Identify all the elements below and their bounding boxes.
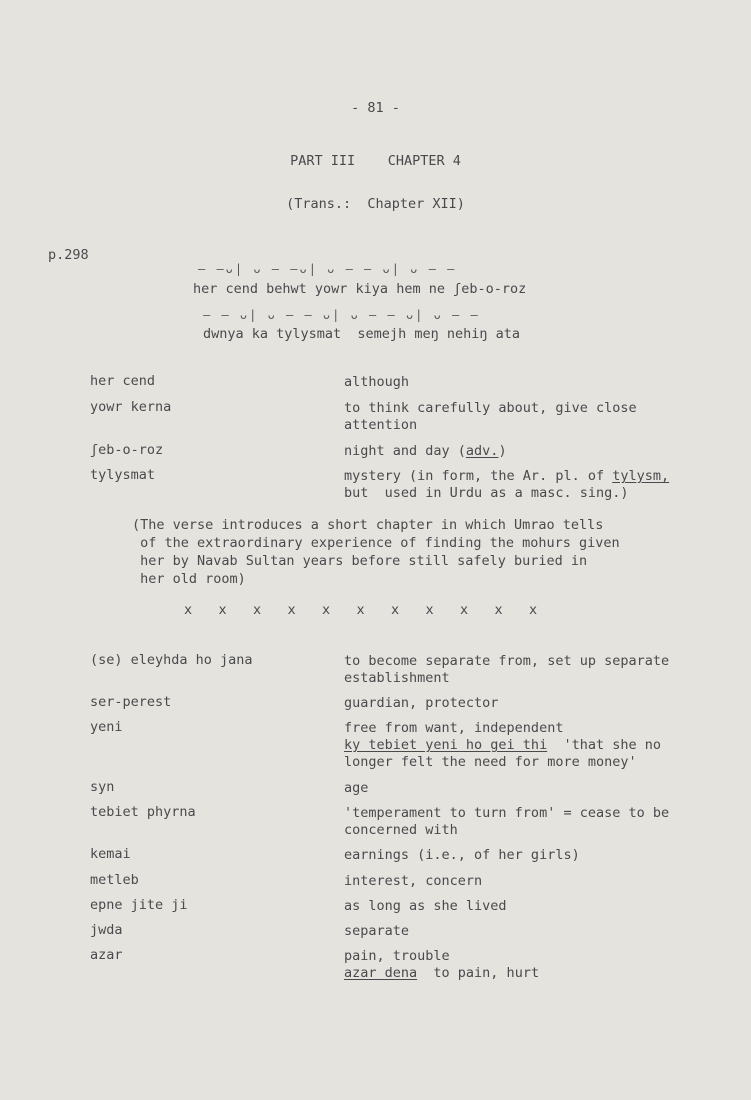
glossary-term: (se) eleyhda ho jana bbox=[90, 652, 253, 668]
verse-line1-scansion: — —ᴗ| ᴗ — —ᴗ| ᴗ — — ᴗ| ᴗ — — bbox=[198, 262, 457, 276]
glossary-term: metleb bbox=[90, 872, 139, 888]
glossary-definition: interest, concern bbox=[344, 873, 483, 889]
glossary-definition: guardian, protector bbox=[344, 695, 499, 711]
glossary-definition: separate bbox=[344, 923, 410, 939]
glossary-term: ser-perest bbox=[90, 694, 172, 710]
page-reference: p.298 bbox=[48, 247, 89, 263]
glossary-definition: earnings (i.e., of her girls) bbox=[344, 847, 580, 863]
glossary-term: syn bbox=[90, 779, 115, 795]
page-number: - 81 - bbox=[351, 100, 400, 116]
verse-line1: her cend behwt yowr kiya hem ne ʃeb-o-roz bbox=[193, 281, 527, 297]
glossary-definition: to become separate from, set up separate establishment bbox=[344, 653, 670, 686]
glossary-term: yowr kerna bbox=[90, 399, 172, 415]
section-separator: x x x x x x x x x x x bbox=[184, 602, 538, 618]
glossary-term: yeni bbox=[90, 719, 123, 735]
glossary-term: tebiet phyrna bbox=[90, 804, 196, 820]
chapter-heading: PART III CHAPTER 4 bbox=[290, 153, 461, 169]
glossary-definition: to think carefully about, give close attention bbox=[344, 400, 637, 433]
glossary-definition: although bbox=[344, 374, 410, 390]
glossary-definition: night and day (adv.) bbox=[344, 443, 507, 459]
glossary-definition: free from want, independent ky tebiet yeni ho gei thi 'that she no longer felt the need for more money' bbox=[344, 720, 661, 770]
glossary-definition: 'temperament to turn from' = cease to be concerned with bbox=[344, 805, 670, 838]
glossary-term: jwda bbox=[90, 922, 123, 938]
glossary-definition: age bbox=[344, 780, 369, 796]
verse-line2: dwnya ka tylysmat semejh meŋ nehiŋ ata bbox=[203, 326, 520, 342]
explanatory-note: (The verse introduces a short chapter in which Umrao tells of the extraordinary experience of finding the mohurs given her by Navab Sultan years before still safely buried in her old room) bbox=[132, 517, 620, 587]
glossary-definition: pain, trouble azar dena to pain, hurt bbox=[344, 948, 540, 981]
glossary-term: ʃeb-o-roz bbox=[90, 442, 164, 458]
glossary-definition: mystery (in form, the Ar. pl. of tylysm, but used in Urdu as a masc. sing.) bbox=[344, 468, 670, 501]
glossary-term: epne jite ji bbox=[90, 897, 188, 913]
glossary-term: kemai bbox=[90, 846, 131, 862]
verse-line2-scansion: — — ᴗ| ᴗ — — ᴗ| ᴗ — — ᴗ| ᴗ — — bbox=[203, 308, 480, 322]
translation-reference: (Trans.: Chapter XII) bbox=[286, 196, 465, 212]
glossary-definition: as long as she lived bbox=[344, 898, 507, 914]
glossary-term: azar bbox=[90, 947, 123, 963]
glossary-term: tylysmat bbox=[90, 467, 156, 483]
glossary-term: her cend bbox=[90, 373, 156, 389]
